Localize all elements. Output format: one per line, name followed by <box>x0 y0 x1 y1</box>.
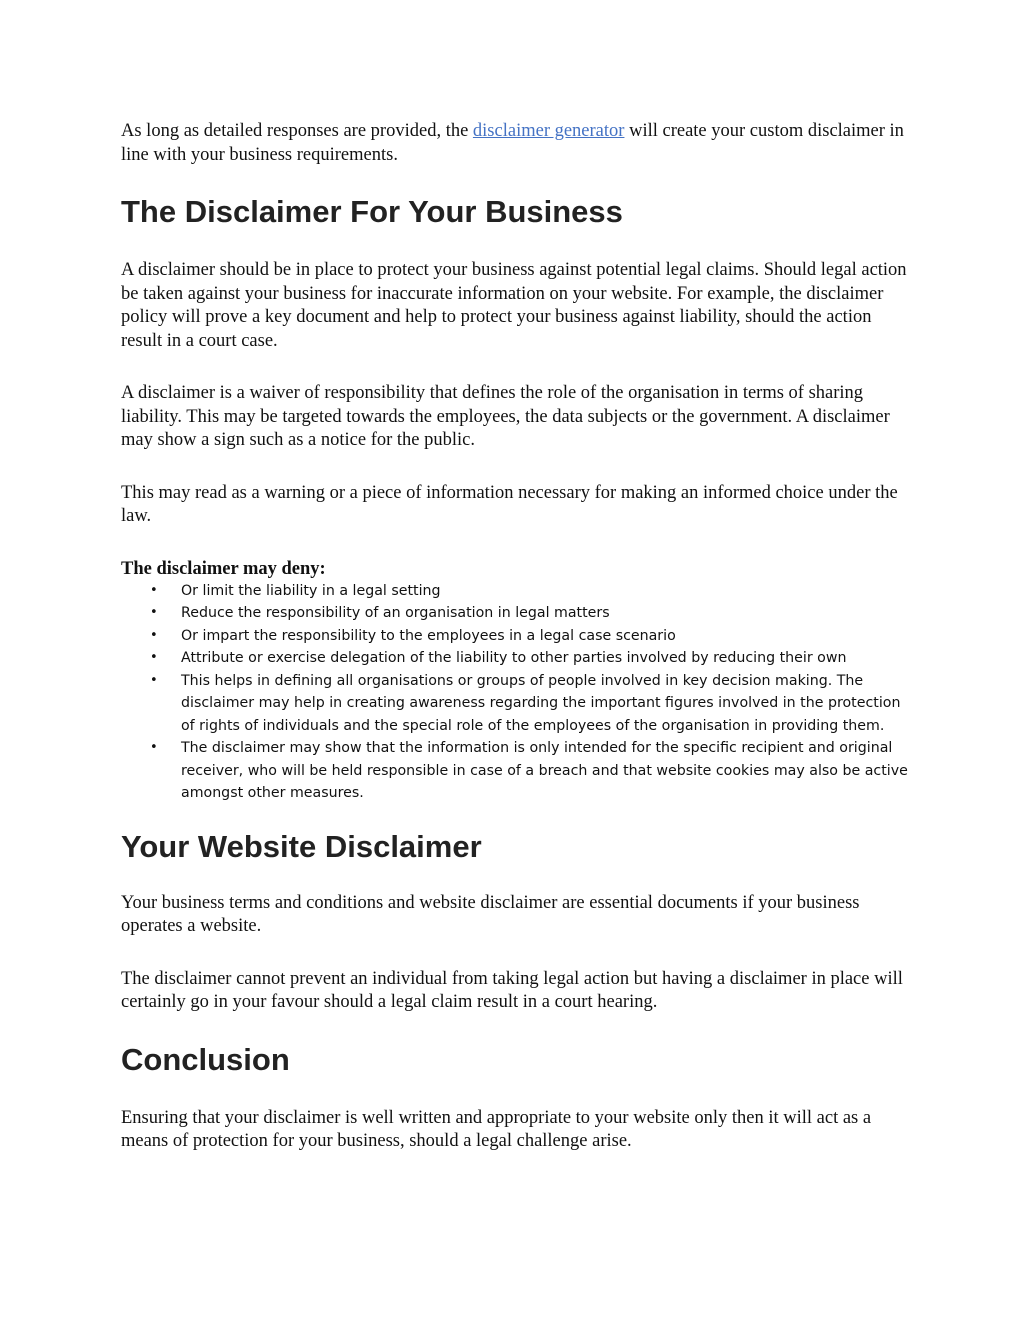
list-item-text: This helps in defining all organisations or groups of people involved in key decision making. The disclaimer may help in creating awareness regarding the important figures involved in the protection of rights of individuals and the special role of the employees of the organisation in providing them. <box>181 672 901 734</box>
heading-disclaimer-for-business: The Disclaimer For Your Business <box>121 194 623 229</box>
bullet-icon: • <box>150 582 158 598</box>
list-item-text: Attribute or exercise delegation of the liability to other parties involved by reducing their own <box>181 650 847 666</box>
intro-text-after: will create your custom disclaimer in line with your business requirements. <box>121 121 904 165</box>
paragraph-waiver-of-responsibility: A disclaimer is a waiver of responsibility that defines the role of the organisation in terms of sharing liability. This may be targeted towards the employees, the data subjects or the government. A disclaimer may show a sign such as a notice for the public. <box>121 383 890 450</box>
bullet-icon: • <box>150 740 158 755</box>
deny-bullet-list <box>121 580 911 805</box>
intro-paragraph <box>121 120 911 167</box>
paragraph-conclusion: Ensuring that your disclaimer is well written and appropriate to your website only then it will act as a means of protection for your business, should a legal challenge arise. <box>121 1107 872 1151</box>
list-item-text: Or impart the responsibility to the employees in a legal case scenario <box>181 627 676 644</box>
list-item <box>121 602 911 625</box>
list-item-text: Reduce the responsibility of an organisation in legal matters <box>181 605 610 621</box>
list-item <box>121 670 911 738</box>
heading-conclusion: Conclusion <box>121 1041 290 1077</box>
list-item-text: Or limit the liability in a legal setting <box>181 582 441 599</box>
paragraph-warning: This may read as a warning or a piece of information necessary for making an informed choice under the law. <box>121 482 898 526</box>
document-page <box>121 120 911 1154</box>
disclaimer-generator-link[interactable]: disclaimer generator <box>472 121 625 141</box>
list-item <box>121 580 911 603</box>
list-item <box>121 737 911 805</box>
paragraph-terms-and-conditions: Your business terms and conditions and website disclaimer are essential documents if your business operates a website. <box>121 892 860 936</box>
heading-website-disclaimer: Your Website Disclaimer <box>121 828 482 864</box>
bullet-icon: • <box>150 672 158 688</box>
list-item <box>121 625 911 648</box>
bullet-icon: • <box>150 605 158 620</box>
bullet-icon: • <box>150 627 158 643</box>
list-lead-disclaimer-may-deny: The disclaimer may deny: <box>121 558 326 579</box>
bullet-icon: • <box>150 650 158 665</box>
list-item <box>121 647 911 670</box>
paragraph-legal-action: The disclaimer cannot prevent an individual from taking legal action but having a disclaimer in place will certainly go in your favour should a legal claim result in a court hearing. <box>121 968 903 1012</box>
intro-text-before: As long as detailed responses are provided, the <box>121 121 473 141</box>
paragraph-protect-business: A disclaimer should be in place to protect your business against potential legal claims. Should legal action be taken against your business for inaccurate information on your website. For example, the disclaimer policy will prove a key document and help to protect your business against liability, should the action result in a court case. <box>121 260 907 351</box>
list-item-text: The disclaimer may show that the information is only intended for the specific recipient and original receiver, who will be held responsible in case of a breach and that website cookies may also be active amongst other measures. <box>181 740 908 801</box>
